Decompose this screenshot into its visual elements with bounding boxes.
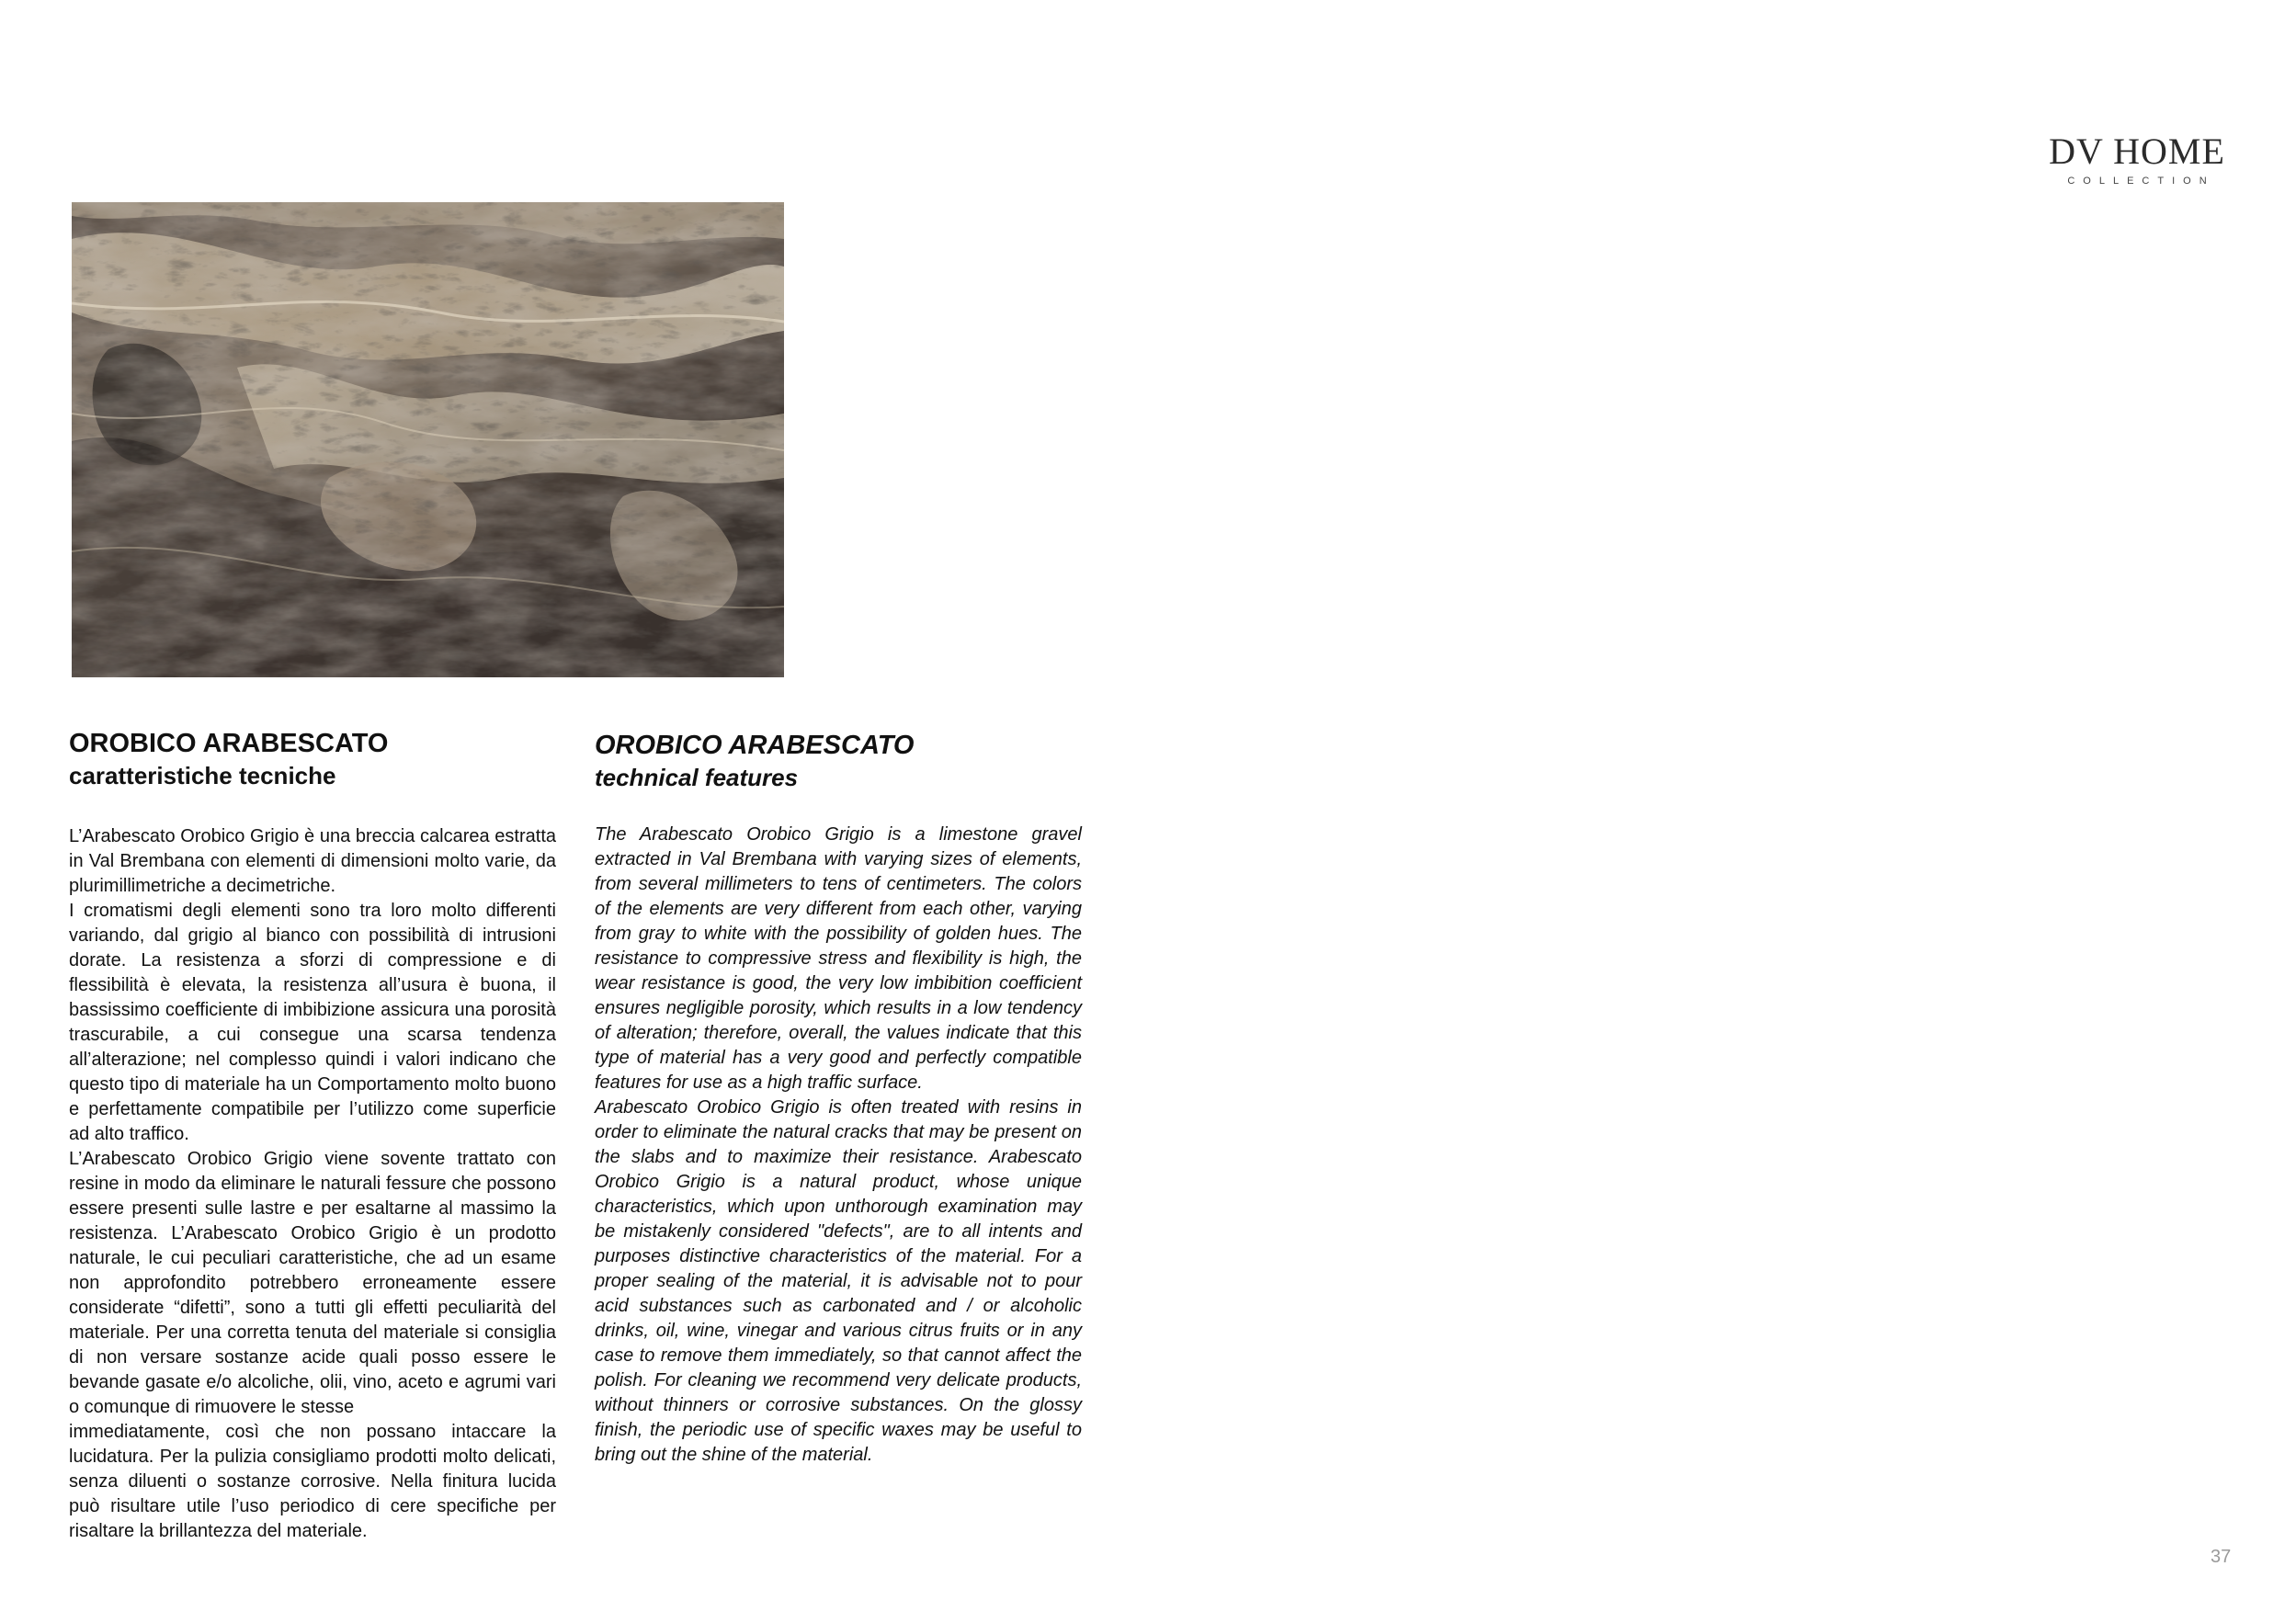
italian-body — [69, 824, 556, 1544]
english-subtitle: technical features — [595, 764, 799, 791]
english-body — [595, 823, 1082, 1468]
english-paragraph: The Arabescato Orobico Grigio is a limestone gravel extracted in Val Brembana with varying sizes of elements, from several millimeters to tens of centimeters. The colors of the elements are very different from each other, varying from gray to white with the possibility of golden hues. The resistance to compressive stress and flexibility is high, the wear resistance is good, the very low imbibition coefficient ensures negligible porosity, which results in a low tendency of alteration; therefore, overall, the values indicate that this type of material has a very good and perfectly compatible features for use as a high traffic surface. — [595, 824, 1082, 1093]
italian-paragraph: L’Arabescato Orobico Grigio viene sovente trattato con resine in modo da eliminare le naturali fessure che possono essere presenti sulle lastre e per esaltarne al massimo la resistenza. L’Arabescato Orobico Grigio è un prodotto naturale, le cui peculiari caratteristiche, che ad un esame non approfondito potrebbero erroneamente essere considerate “difetti”, sono a tutti gli effetti peculiarità del materiale. Per una corretta tenuta del materiale si consiglia di non versare sostanze acide quali posso essere le bevande gasate e/o alcoliche, olii, vino, aceto e agrumi vari o comunque di rimuovere le stesse — [69, 1149, 556, 1417]
italian-description — [69, 728, 556, 1544]
english-title: OROBICO ARABESCATO — [595, 731, 915, 760]
italian-paragraph: I cromatismi degli elementi sono tra loro molto differenti variando, dal grigio al bianco con possibilità di intrusioni dorate. La resistenza a sforzi di compressione e di flessibilità è elevata, la resistenza all’usura è buona, il bassissimo coefficiente di imbibizione assicura una porosità trascurabile, a cui consegue una scarsa tendenza all’alterazione; nel complesso quindi i valori indicano che questo tipo di materiale ha un Comportamento molto buono e perfettamente compatibile per l’utilizzo come superficie ad alto traffico. — [69, 901, 556, 1144]
logo-tagline: COLLECTION — [2067, 176, 2215, 187]
brand-logo — [2040, 131, 2233, 187]
italian-subtitle: caratteristiche tecniche — [69, 762, 336, 789]
logo-wordmark: DV HOME — [2049, 131, 2225, 172]
english-description — [595, 730, 1082, 1468]
marble-photo — [72, 202, 784, 677]
italian-paragraph: L’Arabescato Orobico Grigio è una breccia calcarea estratta in Val Brembana con elementi di dimensioni molto varie, da plurimillimetriche a decimetriche. — [69, 826, 556, 896]
italian-title: OROBICO ARABESCATO — [69, 729, 389, 758]
italian-paragraph: immediatamente, così che non possano intaccare la lucidatura. Per la pulizia consigliamo prodotti molto delicati, senza diluenti o sostanze corrosive. Nella finitura lucida può risultare utile l’uso periodico di cere specifiche per risaltare la brillantezza del materiale. — [69, 1422, 556, 1541]
page-number: 37 — [2211, 1547, 2232, 1567]
english-paragraph: Arabescato Orobico Grigio is often treated with resins in order to eliminate the natural cracks that may be present on the slabs and to maximize their resistance. Arabescato Orobico Grigio is a natural product, whose unique characteristics, which upon unthorough examination may be mistakenly considered "defects", are to all intents and purposes distinctive characteristics of the material. For a proper sealing of the material, it is advisable not to pour acid substances such as carbonated and / or alcoholic drinks, oil, wine, vinegar and various citrus fruits or in any case to remove them immediately, so that cannot affect the polish. For cleaning we recommend very delicate products, without thinners or corrosive substances. On the glossy finish, the periodic use of specific waxes may be useful to bring out the shine of the material. — [595, 1097, 1082, 1465]
